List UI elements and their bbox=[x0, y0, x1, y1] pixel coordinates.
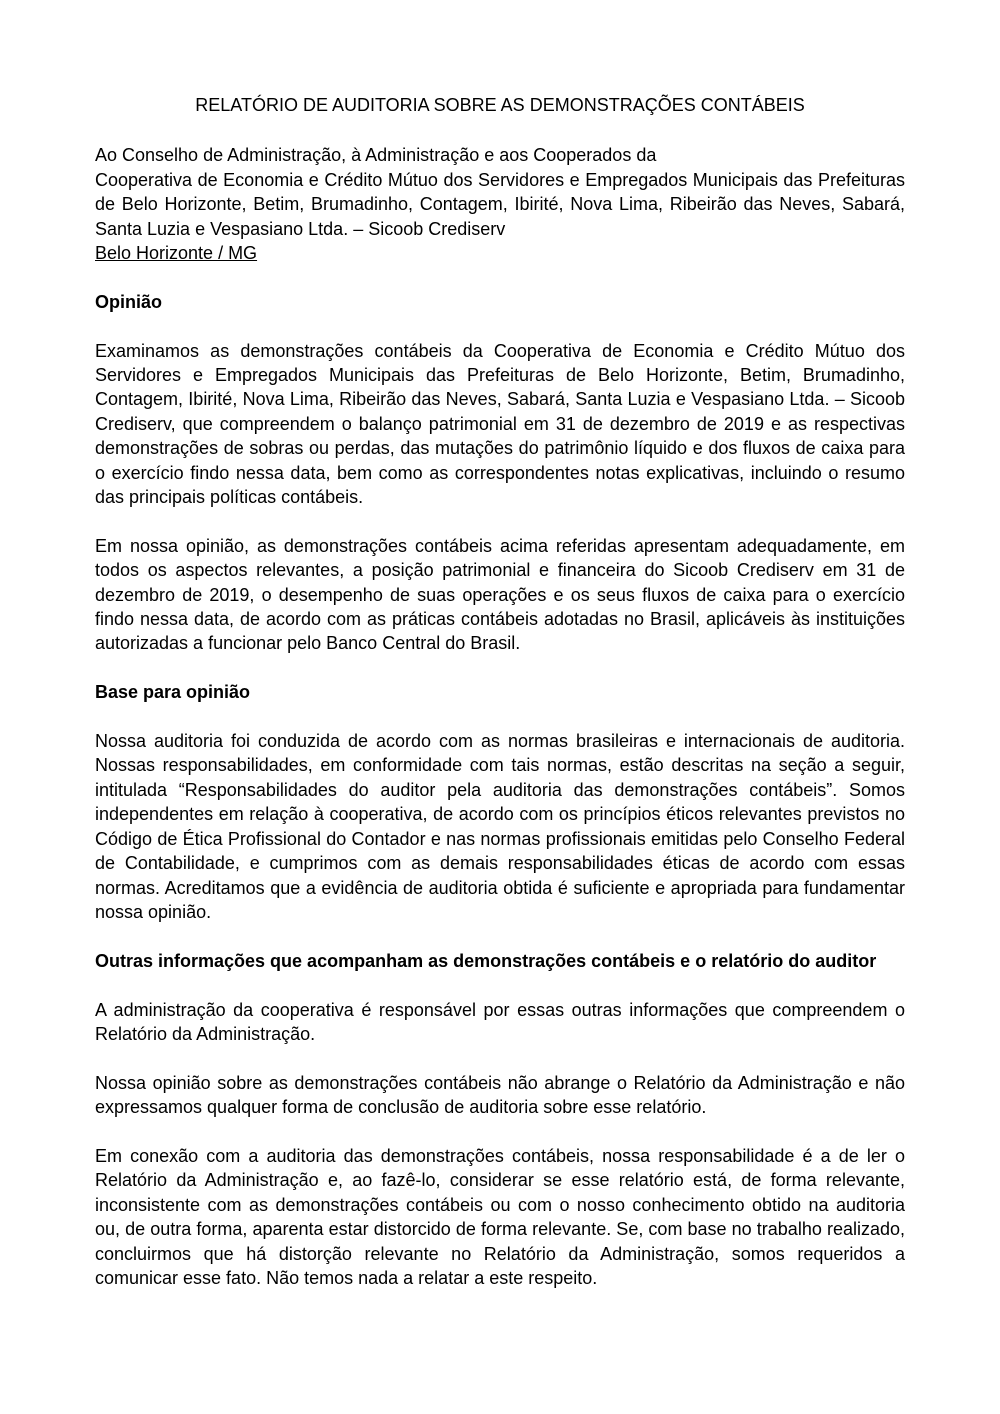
paragraph: A administração da cooperativa é responsável por essas outras informações que compreendem o Relatório da Administração. bbox=[95, 999, 905, 1044]
addressee-block bbox=[95, 143, 905, 265]
addressee-line: Ao Conselho de Administração, à Administração e aos Cooperados da bbox=[95, 145, 657, 166]
paragraph: Nossa opinião sobre as demonstrações contábeis não abrange o Relatório da Administração e não expressamos qualquer forma de conclusão de auditoria sobre esse relatório. bbox=[95, 1072, 905, 1118]
section-heading-base-para-opiniao: Base para opinião bbox=[95, 682, 251, 703]
paragraph: Em conexão com a auditoria das demonstrações contábeis, nossa responsabilidade é a de ler o Relatório da Administração e, ao fazê-lo, considerar se esse relatório está, de forma relevante, inconsistente com as demonstrações contábeis ou com o nosso conhecimento obtido na auditoria ou, de outra forma, aparenta estar distorcido de forma relevante. Se, com base no trabalho realizado, concluirmos que há distorção relevante no Relatório da Administração, somos requeridos a comunicar esse fato. Não temos nada a relatar a este respeito. bbox=[95, 1145, 905, 1288]
section-heading-outras-informacoes: Outras informações que acompanham as demonstrações contábeis e o relatório do auditor bbox=[95, 950, 877, 971]
paragraph: Examinamos as demonstrações contábeis da Cooperativa de Economia e Crédito Mútuo dos Servidores e Empregados Municipais das Prefeituras de Belo Horizonte, Betim, Brumadinho, Contagem, Ibirité, Nova Lima, Ribeirão das Neves, Sabará, Santa Luzia e Vespasiano Ltda. – Sicoob Crediserv, que compreendem o balanço patrimonial em 31 de dezembro de 2019 e as respectivas demonstrações de sobras ou perdas, das mutações do patrimônio líquido e dos fluxos de caixa para o exercício findo nessa data, bem como as correspondentes notas explicativas, incluindo o resumo das principais políticas contábeis. bbox=[95, 340, 905, 508]
addressee-city: Belo Horizonte / MG bbox=[95, 243, 258, 264]
paragraph: Nossa auditoria foi conduzida de acordo com as normas brasileiras e internacionais de auditoria. Nossas responsabilidades, em conformidade com tais normas, estão descritas na seção a seguir, intitulada “Responsabilidades do auditor pela auditoria das demonstrações contábeis”. Somos independentes em relação à cooperativa, de acordo com os princípios éticos relevantes previstos no Código de Ética Profissional do Contador e nas normas profissionais emitidas pelo Conselho Federal de Contabilidade, e cumprimos com as demais responsabilidades éticas de acordo com essas normas. Acreditamos que a evidência de auditoria obtida é suficiente e apropriada para fundamentar nossa opinião. bbox=[95, 731, 905, 922]
report-title: RELATÓRIO DE AUDITORIA SOBRE AS DEMONSTRAÇÕES CONTÁBEIS bbox=[195, 95, 805, 115]
paragraph: Em nossa opinião, as demonstrações contábeis acima referidas apresentam adequadamente, em todos os aspectos relevantes, a posição patrimonial e financeira do Sicoob Crediserv em 31 de dezembro de 2019, o desempenho de suas operações e os seus fluxos de caixa para o exercício findo nessa data, de acordo com as práticas contábeis adotadas no Brasil, aplicáveis às instituições autorizadas a funcionar pelo Banco Central do Brasil. bbox=[95, 535, 905, 654]
addressee-entity: Cooperativa de Economia e Crédito Mútuo dos Servidores e Empregados Municipais das Prefeituras de Belo Horizonte, Betim, Brumadinho, Contagem, Ibirité, Nova Lima, Ribeirão das Neves, Sabará, Santa Luzia e Vespasiano Ltda. – Sicoob Crediserv bbox=[95, 169, 905, 239]
section-heading-opiniao: Opinião bbox=[95, 291, 162, 312]
